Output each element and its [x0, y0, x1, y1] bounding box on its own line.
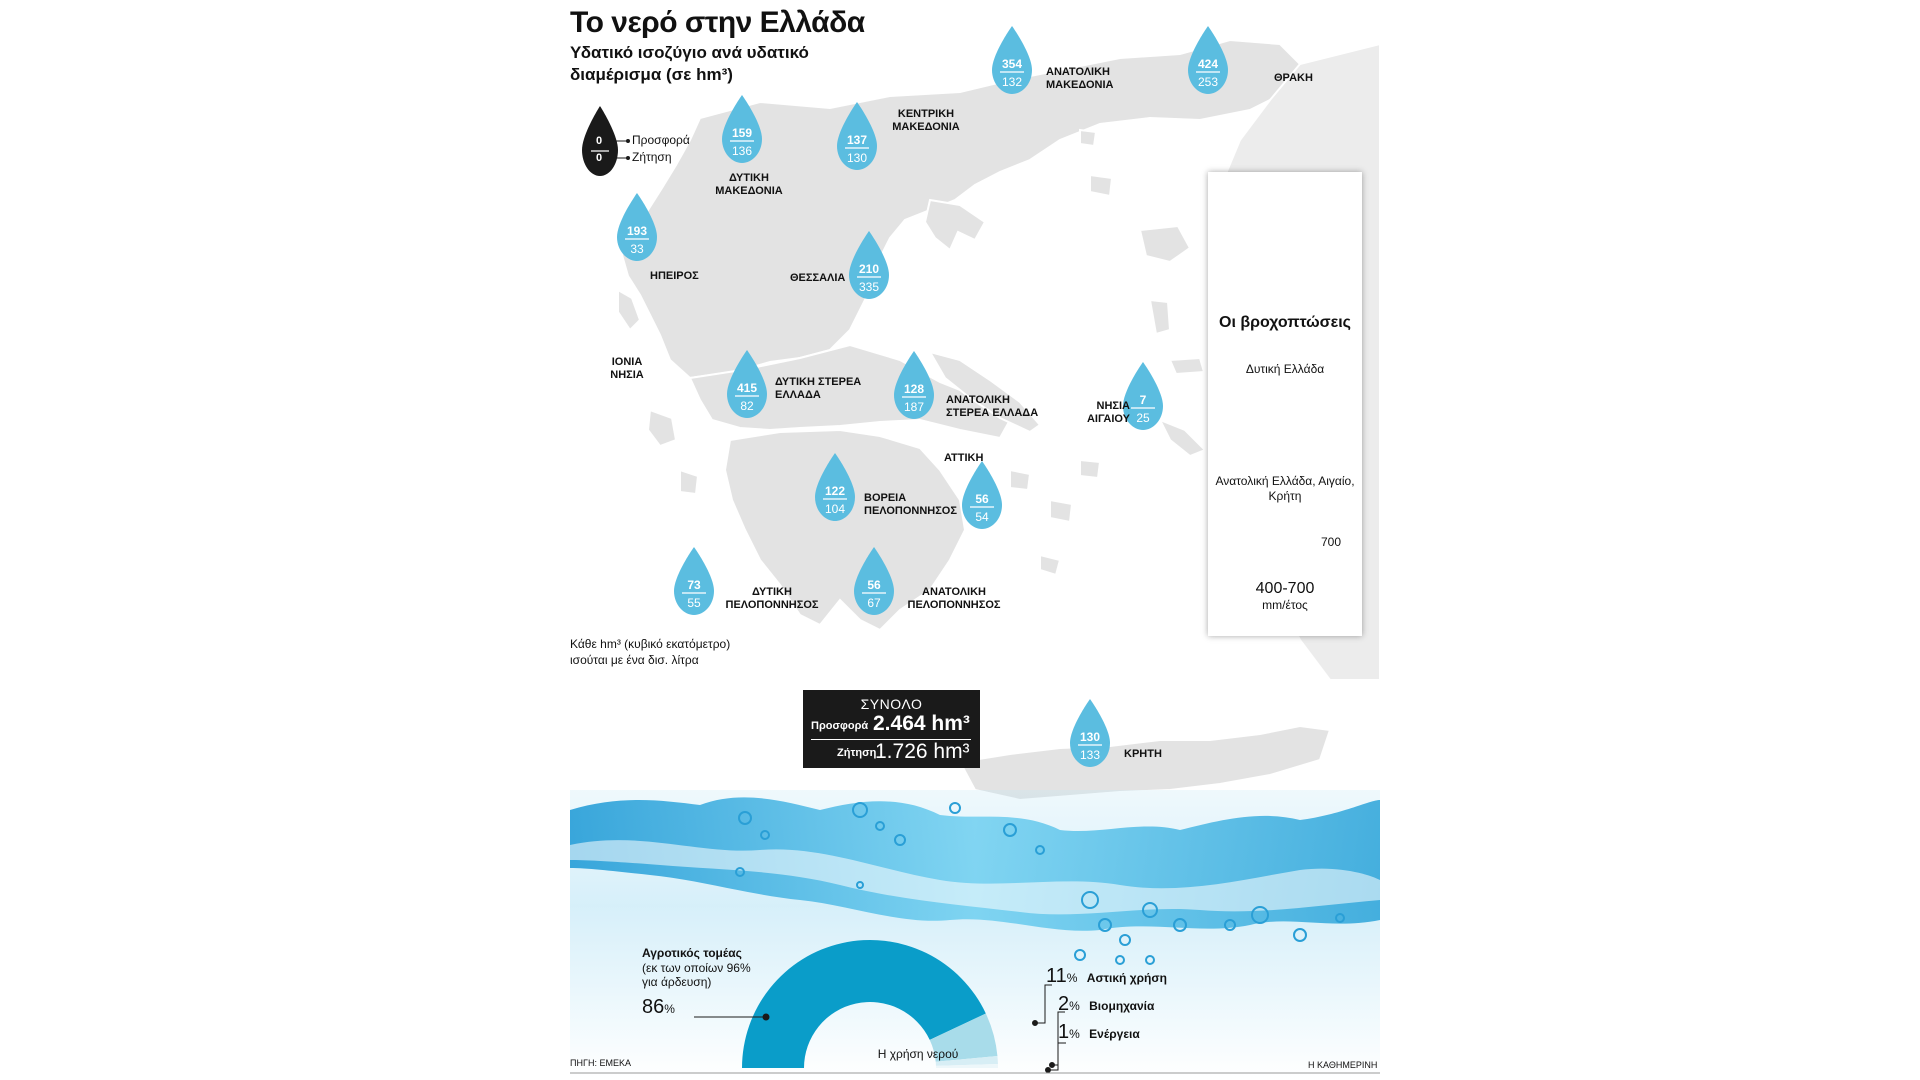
region-label-aigaio: ΝΗΣΙΑ ΑΙΓΑΙΟΥ	[1086, 400, 1130, 425]
pie-value-agri	[642, 996, 675, 1019]
drop-demand-dpel: 55	[687, 596, 701, 610]
map-cyclades-2	[1050, 500, 1072, 522]
legend-supply-label: Προσφορά	[632, 133, 690, 147]
pie-label-agri-sub: (εκ των οποίων 96% για άρδευση)	[642, 961, 751, 989]
map-halkidiki	[925, 200, 985, 250]
pie-value-industry	[1058, 993, 1154, 1016]
legend-sample-demand: 0	[596, 152, 603, 164]
drop-demand-ipeiros: 33	[630, 242, 644, 256]
region-label-kmak: ΚΕΝΤΡΙΚΗ ΜΑΚΕΔΟΝΙΑ	[892, 108, 960, 133]
drop-demand-kmak: 130	[846, 151, 868, 165]
rainfall-west-unit: mm/έτος	[1265, 434, 1307, 446]
pie-value-energy-num: 1	[1058, 1021, 1070, 1043]
map-ionian-zakynthos	[680, 470, 698, 494]
pie-label-agri-name: Αγροτικός τομέας	[642, 946, 742, 960]
pie-title: Η χρήση νερού	[877, 1047, 959, 1061]
region-label-dst: ΔΥΤΙΚΗ ΣΤΕΡΕΑ ΕΛΛΑΔΑ	[775, 376, 862, 401]
drop-demand-amak: 132	[1001, 75, 1023, 89]
drop-supply-amak: 354	[1001, 57, 1023, 71]
map-lesvos	[1140, 226, 1190, 262]
drop-supply-kriti: 130	[1079, 730, 1101, 744]
rainfall-west-value: 1.200	[1250, 380, 1322, 411]
region-label-thessalia: ΘΕΣΣΑΛΙΑ	[790, 272, 846, 284]
pie-value-industry-pct: %	[1069, 999, 1080, 1013]
map-samos	[1170, 358, 1204, 374]
drop-supply-ipeiros: 193	[626, 224, 648, 238]
region-label-dmak: ΔΥΤΙΚΗ ΜΑΚΕΔΟΝΙΑ	[715, 172, 783, 197]
drop-ipeiros	[617, 193, 657, 261]
drop-demand-thessalia: 335	[858, 280, 880, 294]
drop-supply-kmak: 137	[846, 133, 868, 147]
region-label-dpel: ΔΥΤΙΚΗ ΠΕΛΟΠΟΝΝΗΣΟΣ	[725, 586, 819, 611]
legend-drop	[582, 106, 630, 176]
drop-supply-thraki: 424	[1197, 57, 1219, 71]
total-box	[803, 690, 980, 768]
map-cyclades-3	[1080, 460, 1100, 478]
drop-supply-dmak: 159	[731, 126, 753, 140]
rainfall-west-label: Δυτική Ελλάδα	[1245, 362, 1325, 376]
pie-value-urban-pct: %	[1066, 971, 1078, 985]
drop-supply-dst: 415	[736, 381, 758, 395]
legend-demand-label: Ζήτηση	[632, 150, 672, 164]
drop-supply-ast: 128	[903, 382, 925, 396]
pie-value-urban	[1046, 965, 1167, 988]
map-ionian-corfu	[618, 290, 640, 330]
pie-value-urban-num: 11	[1046, 965, 1067, 987]
page-subtitle: Υδατικό ισοζύγιο ανά υδατικό διαμέρισμα (σε hm³)	[570, 43, 809, 84]
drop-demand-thraki: 253	[1197, 75, 1219, 89]
pie-label-industry: Βιομηχανία	[1089, 999, 1155, 1013]
rainfall-title: Οι βροχοπτώσεις	[1219, 314, 1351, 331]
pie-label-urban: Αστική χρήση	[1086, 971, 1167, 985]
rainfall-east-label: Ανατολική Ελλάδα, Αιγαίο, Κρήτη	[1215, 474, 1355, 503]
region-label-thraki: ΘΡΑΚΗ	[1274, 72, 1313, 84]
rainfall-east-unit: mm/έτος	[1262, 598, 1308, 612]
drop-demand-dmak: 136	[731, 144, 753, 158]
drop-demand-apel: 67	[867, 596, 881, 610]
total-heading: ΣΥΝΟΛΟ	[860, 696, 923, 712]
drop-supply-dpel: 73	[687, 578, 701, 592]
map-chios	[1150, 300, 1170, 334]
legend-sample-supply: 0	[596, 135, 603, 147]
drop-amak	[992, 26, 1032, 94]
drop-demand-attiki: 54	[975, 510, 989, 524]
pie-value-energy	[1058, 1021, 1140, 1044]
region-label-ipeiros: ΗΠΕΙΡΟΣ	[650, 270, 699, 282]
map-thasos	[1080, 130, 1096, 146]
map-cyclades-1	[1010, 470, 1030, 490]
map-ionian-kefalonia	[648, 410, 676, 446]
publisher-credit: Η ΚΑΘΗΜΕΡΙΝΗ	[1308, 1060, 1378, 1070]
rainfall-east-min: 400	[1272, 535, 1293, 549]
total-demand-value: 1.726 hm³	[875, 740, 970, 763]
map-crete	[960, 726, 1330, 800]
pie-value-agri-pct: %	[664, 1002, 675, 1016]
pie-value-agri-num: 86	[642, 996, 665, 1018]
total-supply-label: Προσφορά	[811, 720, 869, 732]
drop-thraki	[1188, 26, 1228, 94]
drop-demand-aigaio: 25	[1136, 411, 1150, 425]
region-label-kriti: ΚΡΗΤΗ	[1124, 748, 1162, 760]
drop-demand-kriti: 133	[1079, 748, 1101, 762]
page-title: Το νερό στην Ελλάδα	[570, 6, 865, 39]
region-label-amak: ΑΝΑΤΟΛΙΚΗ ΜΑΚΕΔΟΝΙΑ	[1046, 66, 1114, 91]
pie-value-energy-pct: %	[1069, 1027, 1080, 1041]
drop-dpel	[674, 547, 714, 615]
drop-supply-aigaio: 7	[1139, 393, 1147, 407]
drop-demand-bpel: 104	[824, 502, 846, 516]
rainfall-east-max: 700	[1321, 535, 1342, 549]
region-label-apel: ΑΝΑΤΟΛΙΚΗ ΠΕΛΟΠΟΝΝΗΣΟΣ	[907, 586, 1001, 611]
pie-label-energy: Ενέργεια	[1089, 1027, 1140, 1041]
region-label-ionia: ΙΟΝΙΑ ΝΗΣΙΑ	[610, 356, 644, 381]
rainfall-east-range: 400-700	[1255, 580, 1315, 597]
region-label-attiki: ΑΤΤΙΚΗ	[944, 452, 984, 464]
drop-supply-attiki: 56	[975, 492, 989, 506]
drop-demand-dst: 82	[740, 399, 754, 413]
map-dodecanese	[1160, 420, 1205, 456]
total-supply-value: 2.464 hm³	[873, 712, 970, 735]
map-cyclades-4	[1040, 555, 1060, 575]
drop-demand-ast: 187	[903, 400, 925, 414]
unit-note: Κάθε hm³ (κυβικό εκατόμετρο) ισούται με ένα δισ. λίτρα	[570, 637, 731, 667]
region-label-ast: ΑΝΑΤΟΛΙΚΗ ΣΤΕΡΕΑ ΕΛΛΑΔΑ	[946, 394, 1039, 419]
source-credit: ΠΗΓΗ: ΕΜΕΚΑ	[570, 1058, 631, 1068]
map-limnos	[1090, 175, 1112, 196]
drop-supply-bpel: 122	[824, 484, 846, 498]
drop-attiki	[962, 461, 1002, 529]
drop-kriti	[1070, 699, 1110, 767]
drop-supply-apel: 56	[867, 578, 881, 592]
pie-value-industry-num: 2	[1058, 993, 1070, 1015]
region-label-bpel: ΒΟΡΕΙΑ ΠΕΛΟΠΟΝΝΗΣΟΣ	[864, 492, 957, 517]
drop-supply-thessalia: 210	[858, 262, 880, 276]
pie-label-agri	[642, 946, 742, 960]
total-demand-label: Ζήτηση	[837, 747, 877, 759]
